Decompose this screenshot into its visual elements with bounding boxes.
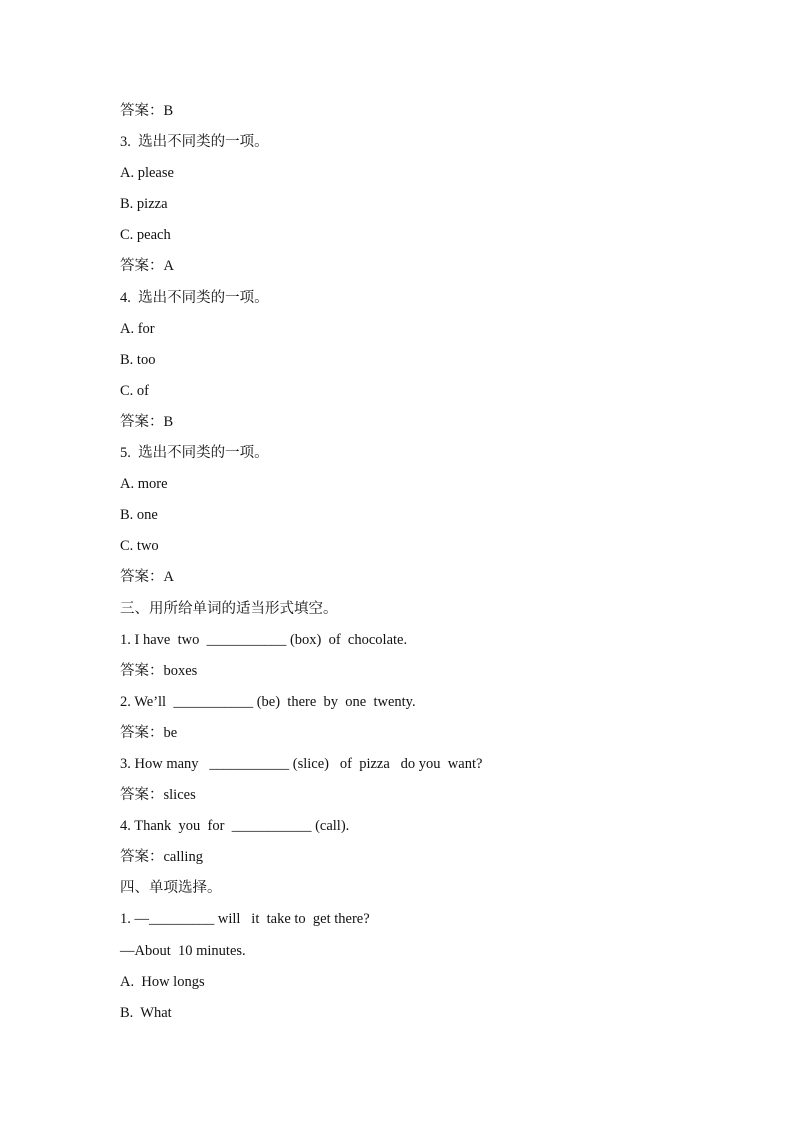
fill-blank-question: 2. We’ll ___________ (be) there by one twenty. <box>120 693 416 710</box>
question-heading: 4. 选出不同类的一项。 <box>120 289 269 306</box>
answer-line: 答案：boxes <box>120 662 198 679</box>
section-heading: 三、用所给单词的适当形式填空。 <box>120 600 338 617</box>
option-a: A. for <box>120 320 155 337</box>
answer-line: 答案：calling <box>120 849 203 866</box>
option-b: B. one <box>120 507 158 524</box>
fill-blank-question: 1. I have two ___________ (box) of chocolate. <box>120 631 408 648</box>
answer-line: 答案：be <box>120 724 178 741</box>
option-b: B. too <box>120 351 156 368</box>
option-b: B. pizza <box>120 196 168 213</box>
answer-line: 答案：A <box>120 258 174 275</box>
option-a: A. please <box>120 165 174 182</box>
document-body <box>120 101 680 1034</box>
option-c: C. two <box>120 538 159 555</box>
question-heading: 3. 选出不同类的一项。 <box>120 134 269 151</box>
fill-blank-question: 3. How many ___________ (slice) of pizza do you want? <box>120 755 483 772</box>
answer-line: 答案：A <box>120 569 174 586</box>
option-a: A. How longs <box>120 973 205 990</box>
option-b: B. What <box>120 1004 172 1021</box>
fill-blank-question: 4. Thank you for ___________ (call). <box>120 818 350 835</box>
answer-line: 答案：B <box>120 413 174 430</box>
option-a: A. more <box>120 476 168 493</box>
choice-question: 1. —_________ will it take to get there? <box>120 911 370 928</box>
section-heading: 四、单项选择。 <box>120 880 222 897</box>
answer-line: 答案：slices <box>120 787 196 804</box>
option-c: C. peach <box>120 227 171 244</box>
question-heading: 5. 选出不同类的一项。 <box>120 445 269 462</box>
option-c: C. of <box>120 382 149 399</box>
dialogue-reply: —About 10 minutes. <box>120 942 246 959</box>
answer-line: 答案：B <box>120 103 174 119</box>
